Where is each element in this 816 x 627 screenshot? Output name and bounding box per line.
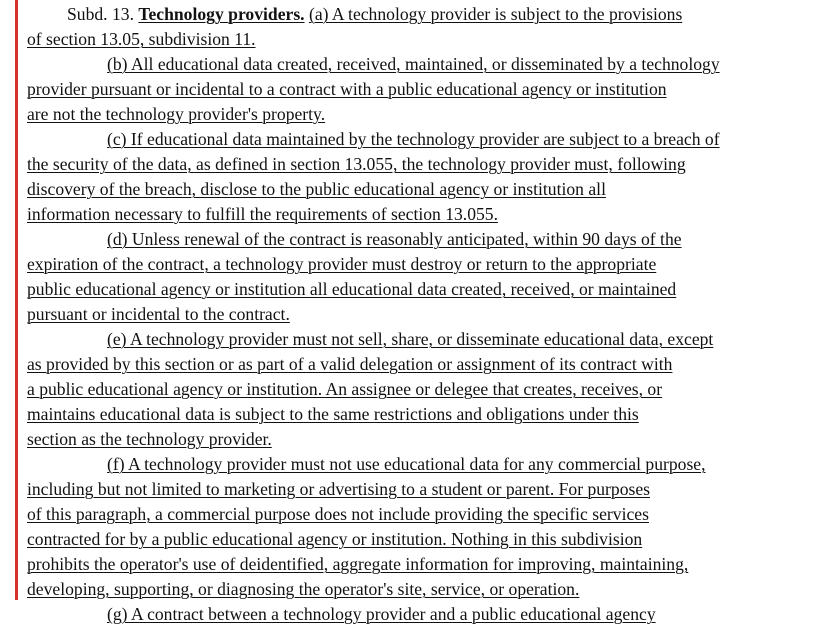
paragraph-line: prohibits the operator's use of deidentified, aggregate information for improving, maintaining, <box>27 554 689 574</box>
paragraph-line: (f) A technology provider must not use educational data for any commercial purpose, <box>107 454 706 474</box>
subd-line: of section 13.05, subdivision 11. <box>27 29 256 49</box>
truncated-paragraph <box>27 602 816 624</box>
paragraph-f <box>27 452 816 602</box>
subd-first-line <box>27 2 816 27</box>
paragraph-line: pursuant or incidental to the contract. <box>27 304 290 324</box>
statute-document <box>27 2 816 624</box>
paragraph-line: as provided by this section or as part of a valid delegation or assignment of its contract with <box>27 354 673 374</box>
subdivision-header <box>27 2 816 52</box>
paragraph-line: (b) All educational data created, received, maintained, or disseminated by a technology <box>107 54 720 74</box>
paragraph-line: maintains educational data is subject to the same restrictions and obligations under this <box>27 404 639 424</box>
truncated-line: (g) A contract between a technology provider and a public educational agency <box>107 604 656 624</box>
paragraph-c <box>27 127 816 227</box>
subd-number: Subd. 13. <box>67 4 134 24</box>
paragraph-line: including but not limited to marketing or advertising to a student or parent. For purposes <box>27 479 651 499</box>
paragraph-line: (d) Unless renewal of the contract is reasonably anticipated, within 90 days of the <box>107 229 682 249</box>
paragraph-line: expiration of the contract, a technology provider must destroy or return to the appropriate <box>27 254 657 274</box>
paragraph-line: public educational agency or institution all educational data created, received, or maintained <box>27 279 677 299</box>
paragraph-d <box>27 227 816 327</box>
paragraph-line: section as the technology provider. <box>27 429 272 449</box>
paragraph-line: (c) If educational data maintained by the technology provider are subject to a breach of <box>107 129 720 149</box>
paragraph-e <box>27 327 816 452</box>
paragraph-line: developing, supporting, or diagnosing the operator's site, service, or operation. <box>27 579 580 599</box>
paragraph-line: are not the technology provider's property. <box>27 104 326 124</box>
change-bar <box>15 0 18 600</box>
paragraph-b <box>27 52 816 127</box>
paragraph-line: contracted for by a public educational agency or institution. Nothing in this subdivision <box>27 529 643 549</box>
subd-line: (a) A technology provider is subject to the provisions <box>308 4 683 24</box>
paragraph-line: provider pursuant or incidental to a contract with a public educational agency or institution <box>27 79 667 99</box>
subd-heading: Technology providers. <box>138 4 305 24</box>
paragraph-line: (e) A technology provider must not sell, share, or disseminate educational data, except <box>107 329 714 349</box>
paragraph-line: of this paragraph, a commercial purpose does not include providing the specific services <box>27 504 649 524</box>
paragraph-line: the security of the data, as defined in section 13.055, the technology provider must, following <box>27 154 686 174</box>
paragraph-line: information necessary to fulfill the requirements of section 13.055. <box>27 204 498 224</box>
paragraph-line: a public educational agency or institution. An assignee or delegee that creates, receives, or <box>27 379 663 399</box>
paragraph-line: discovery of the breach, disclose to the public educational agency or institution all <box>27 179 606 199</box>
